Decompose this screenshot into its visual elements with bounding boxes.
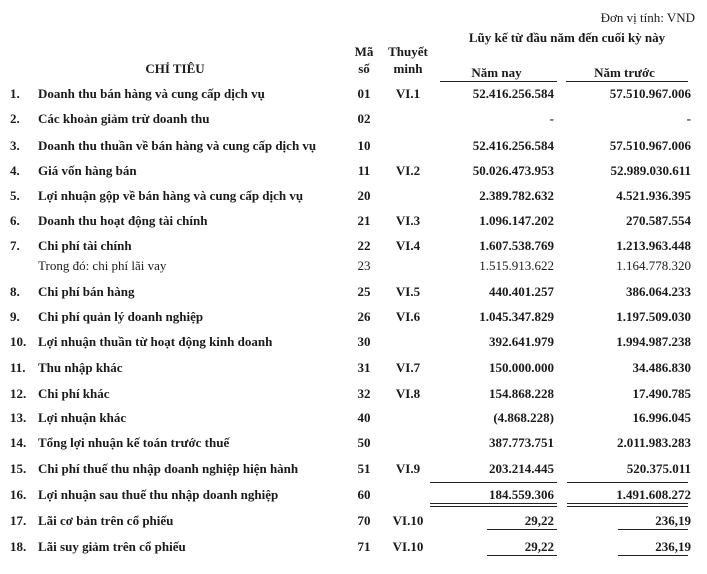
row-previous-year-value: - [686, 111, 691, 126]
table-row [0, 84, 707, 104]
table-row [0, 332, 707, 352]
row-previous-year-value: 57.510.967.006 [609, 138, 691, 153]
unit-label: Đơn vị tính: VND [600, 10, 695, 25]
header-note-line1: Thuyết [388, 44, 428, 59]
header-previous-year: Năm trước [594, 65, 655, 80]
table-row [0, 211, 707, 231]
row-number: 13. [10, 410, 27, 425]
table-row [0, 511, 707, 531]
table-row [0, 537, 707, 557]
row-indicator-name: Lãi cơ bản trên cổ phiếu [38, 513, 174, 528]
row-indicator-name: Các khoản giảm trừ doanh thu [38, 111, 210, 126]
row-indicator-name: Giá vốn hàng bán [38, 163, 137, 178]
table-row [0, 307, 707, 327]
row-previous-year-value: 1.197.509.030 [616, 309, 691, 324]
row-previous-year-value: 270.587.554 [626, 213, 691, 228]
row-current-year-value: 1.045.347.829 [479, 309, 554, 324]
row-previous-year-value: 2.011.983.283 [616, 435, 691, 450]
row-previous-year-value: 1.164.778.320 [616, 258, 691, 273]
row-code: 60 [357, 487, 371, 502]
row-code: 20 [357, 188, 371, 203]
row-code: 26 [357, 309, 371, 324]
row-previous-year-value: 1.491.608.272 [616, 487, 691, 502]
row-note: VI.9 [395, 461, 421, 476]
row-current-year-value: 1.515.913.622 [479, 258, 554, 273]
row-current-year-value: 387.773.751 [489, 435, 554, 450]
row-number: 11. [10, 360, 26, 375]
row-code: 71 [357, 539, 371, 554]
row-previous-year-value: 236,19 [655, 539, 691, 554]
row-indicator-name: Thu nhập khác [38, 360, 123, 375]
row-indicator-name: Chi phí bán hàng [38, 284, 135, 299]
row-indicator-name: Lợi nhuận sau thuế thu nhập doanh nghiệp [38, 487, 279, 502]
row-previous-year-value: 57.510.967.006 [609, 86, 691, 101]
row-code: 22 [357, 238, 371, 253]
table-row [0, 384, 707, 404]
row-note: VI.7 [395, 360, 421, 375]
row-indicator-name: Lãi suy giảm trên cổ phiếu [38, 539, 186, 554]
row-note: VI.5 [395, 284, 421, 299]
table-row [0, 358, 707, 378]
header-code-line2: số [358, 61, 370, 76]
table-row [0, 109, 707, 129]
row-indicator-name: Lợi nhuận gộp về bán hàng và cung cấp dịch vụ [38, 188, 304, 203]
row-code: 02 [357, 111, 371, 126]
row-current-year-value: 52.416.256.584 [472, 86, 554, 101]
row-indicator-name: Trong đó: chi phí lãi vay [38, 258, 167, 273]
header-indicator: CHỈ TIÊU [145, 61, 205, 76]
row-code: 21 [357, 213, 371, 228]
double-rule-total-current [430, 503, 557, 507]
table-row [0, 136, 707, 156]
row-indicator-name: Doanh thu hoạt động tài chính [38, 213, 208, 228]
row-number: 8. [10, 284, 20, 299]
row-indicator-name: Chi phí thuế thu nhập doanh nghiệp hiện hành [38, 461, 299, 476]
header-current-year: Năm nay [471, 65, 522, 80]
row-code: 50 [357, 435, 371, 450]
table-row [0, 282, 707, 302]
row-current-year-value: 154.868.228 [489, 386, 554, 401]
row-code: 01 [357, 86, 371, 101]
row-code: 25 [357, 284, 371, 299]
row-number: 14. [10, 435, 27, 450]
rule-above-total-previous [567, 482, 688, 483]
row-indicator-name: Lợi nhuận khác [38, 410, 127, 425]
rule-eps-basic-current [487, 529, 557, 530]
table-row [0, 236, 707, 256]
row-current-year-value: - [549, 111, 554, 126]
row-note: VI.6 [395, 309, 421, 324]
row-number: 5. [10, 188, 20, 203]
row-current-year-value: (4.868.228) [493, 410, 554, 425]
row-indicator-name: Chi phí khác [38, 386, 110, 401]
row-number: 16. [10, 487, 27, 502]
row-current-year-value: 29,22 [524, 539, 554, 554]
row-current-year-value: 1.096.147.202 [479, 213, 554, 228]
row-previous-year-value: 16.996.045 [632, 410, 691, 425]
row-number: 6. [10, 213, 20, 228]
rule-eps-basic-previous [618, 529, 688, 530]
double-rule-total-previous [567, 503, 688, 507]
row-current-year-value: 184.559.306 [489, 487, 554, 502]
row-previous-year-value: 1.213.963.448 [616, 238, 691, 253]
table-row [0, 186, 707, 206]
row-number: 1. [10, 86, 20, 101]
rule-eps-diluted-previous [618, 555, 688, 556]
row-code: 10 [357, 138, 371, 153]
row-current-year-value: 52.416.256.584 [472, 138, 554, 153]
row-current-year-value: 29,22 [524, 513, 554, 528]
row-current-year-value: 203.214.445 [489, 461, 554, 476]
row-number: 9. [10, 309, 20, 324]
row-indicator-name: Lợi nhuận thuần từ hoạt động kinh doanh [38, 334, 273, 349]
row-previous-year-value: 236,19 [655, 513, 691, 528]
row-code: 51 [357, 461, 371, 476]
row-indicator-name: Chi phí quản lý doanh nghiệp [38, 309, 204, 324]
row-code: 30 [357, 334, 371, 349]
row-note: VI.2 [395, 163, 421, 178]
row-indicator-name: Chi phí tài chính [38, 238, 132, 253]
row-note: VI.10 [392, 513, 424, 528]
rule-above-total-current [430, 482, 557, 483]
row-previous-year-value: 520.375.011 [626, 461, 691, 476]
table-row [0, 161, 707, 181]
row-code: 23 [357, 258, 371, 273]
row-code: 40 [357, 410, 371, 425]
row-previous-year-value: 34.486.830 [632, 360, 691, 375]
row-number: 3. [10, 138, 20, 153]
table-row [0, 408, 707, 428]
row-number: 18. [10, 539, 27, 554]
row-current-year-value: 150.000.000 [489, 360, 554, 375]
row-note: VI.4 [395, 238, 421, 253]
row-code: 31 [357, 360, 371, 375]
row-number: 2. [10, 111, 20, 126]
row-previous-year-value: 17.490.785 [632, 386, 691, 401]
row-note: VI.1 [395, 86, 421, 101]
row-indicator-name: Doanh thu bán hàng và cung cấp dịch vụ [38, 86, 265, 101]
row-number: 10. [10, 334, 27, 349]
row-number: 17. [10, 513, 27, 528]
row-current-year-value: 2.389.782.632 [479, 188, 554, 203]
row-current-year-value: 440.401.257 [489, 284, 554, 299]
row-note: VI.8 [395, 386, 421, 401]
row-previous-year-value: 52.989.030.611 [610, 163, 691, 178]
row-number: 7. [10, 238, 20, 253]
period-label: Lũy kế từ đầu năm đến cuối kỳ này [468, 30, 666, 45]
row-number: 12. [10, 386, 27, 401]
header-code-line1: Mã [354, 44, 374, 59]
table-row [0, 485, 707, 505]
row-code: 11 [357, 163, 371, 178]
row-current-year-value: 1.607.538.769 [479, 238, 554, 253]
table-row [0, 256, 707, 276]
row-current-year-value: 392.641.979 [489, 334, 554, 349]
row-previous-year-value: 1.994.987.238 [616, 334, 691, 349]
row-current-year-value: 50.026.473.953 [472, 163, 554, 178]
row-indicator-name: Tổng lợi nhuận kế toán trước thuế [38, 435, 230, 450]
rule-eps-diluted-current [487, 555, 557, 556]
table-row [0, 459, 707, 479]
row-note: VI.3 [395, 213, 421, 228]
row-code: 32 [357, 386, 371, 401]
row-number: 15. [10, 461, 27, 476]
row-number: 4. [10, 163, 20, 178]
row-previous-year-value: 386.064.233 [626, 284, 691, 299]
row-code: 70 [357, 513, 371, 528]
row-note: VI.10 [392, 539, 424, 554]
table-row [0, 433, 707, 453]
row-previous-year-value: 4.521.936.395 [616, 188, 691, 203]
row-indicator-name: Doanh thu thuần về bán hàng và cung cấp dịch vụ [38, 138, 317, 153]
header-note-line2: minh [393, 61, 423, 76]
